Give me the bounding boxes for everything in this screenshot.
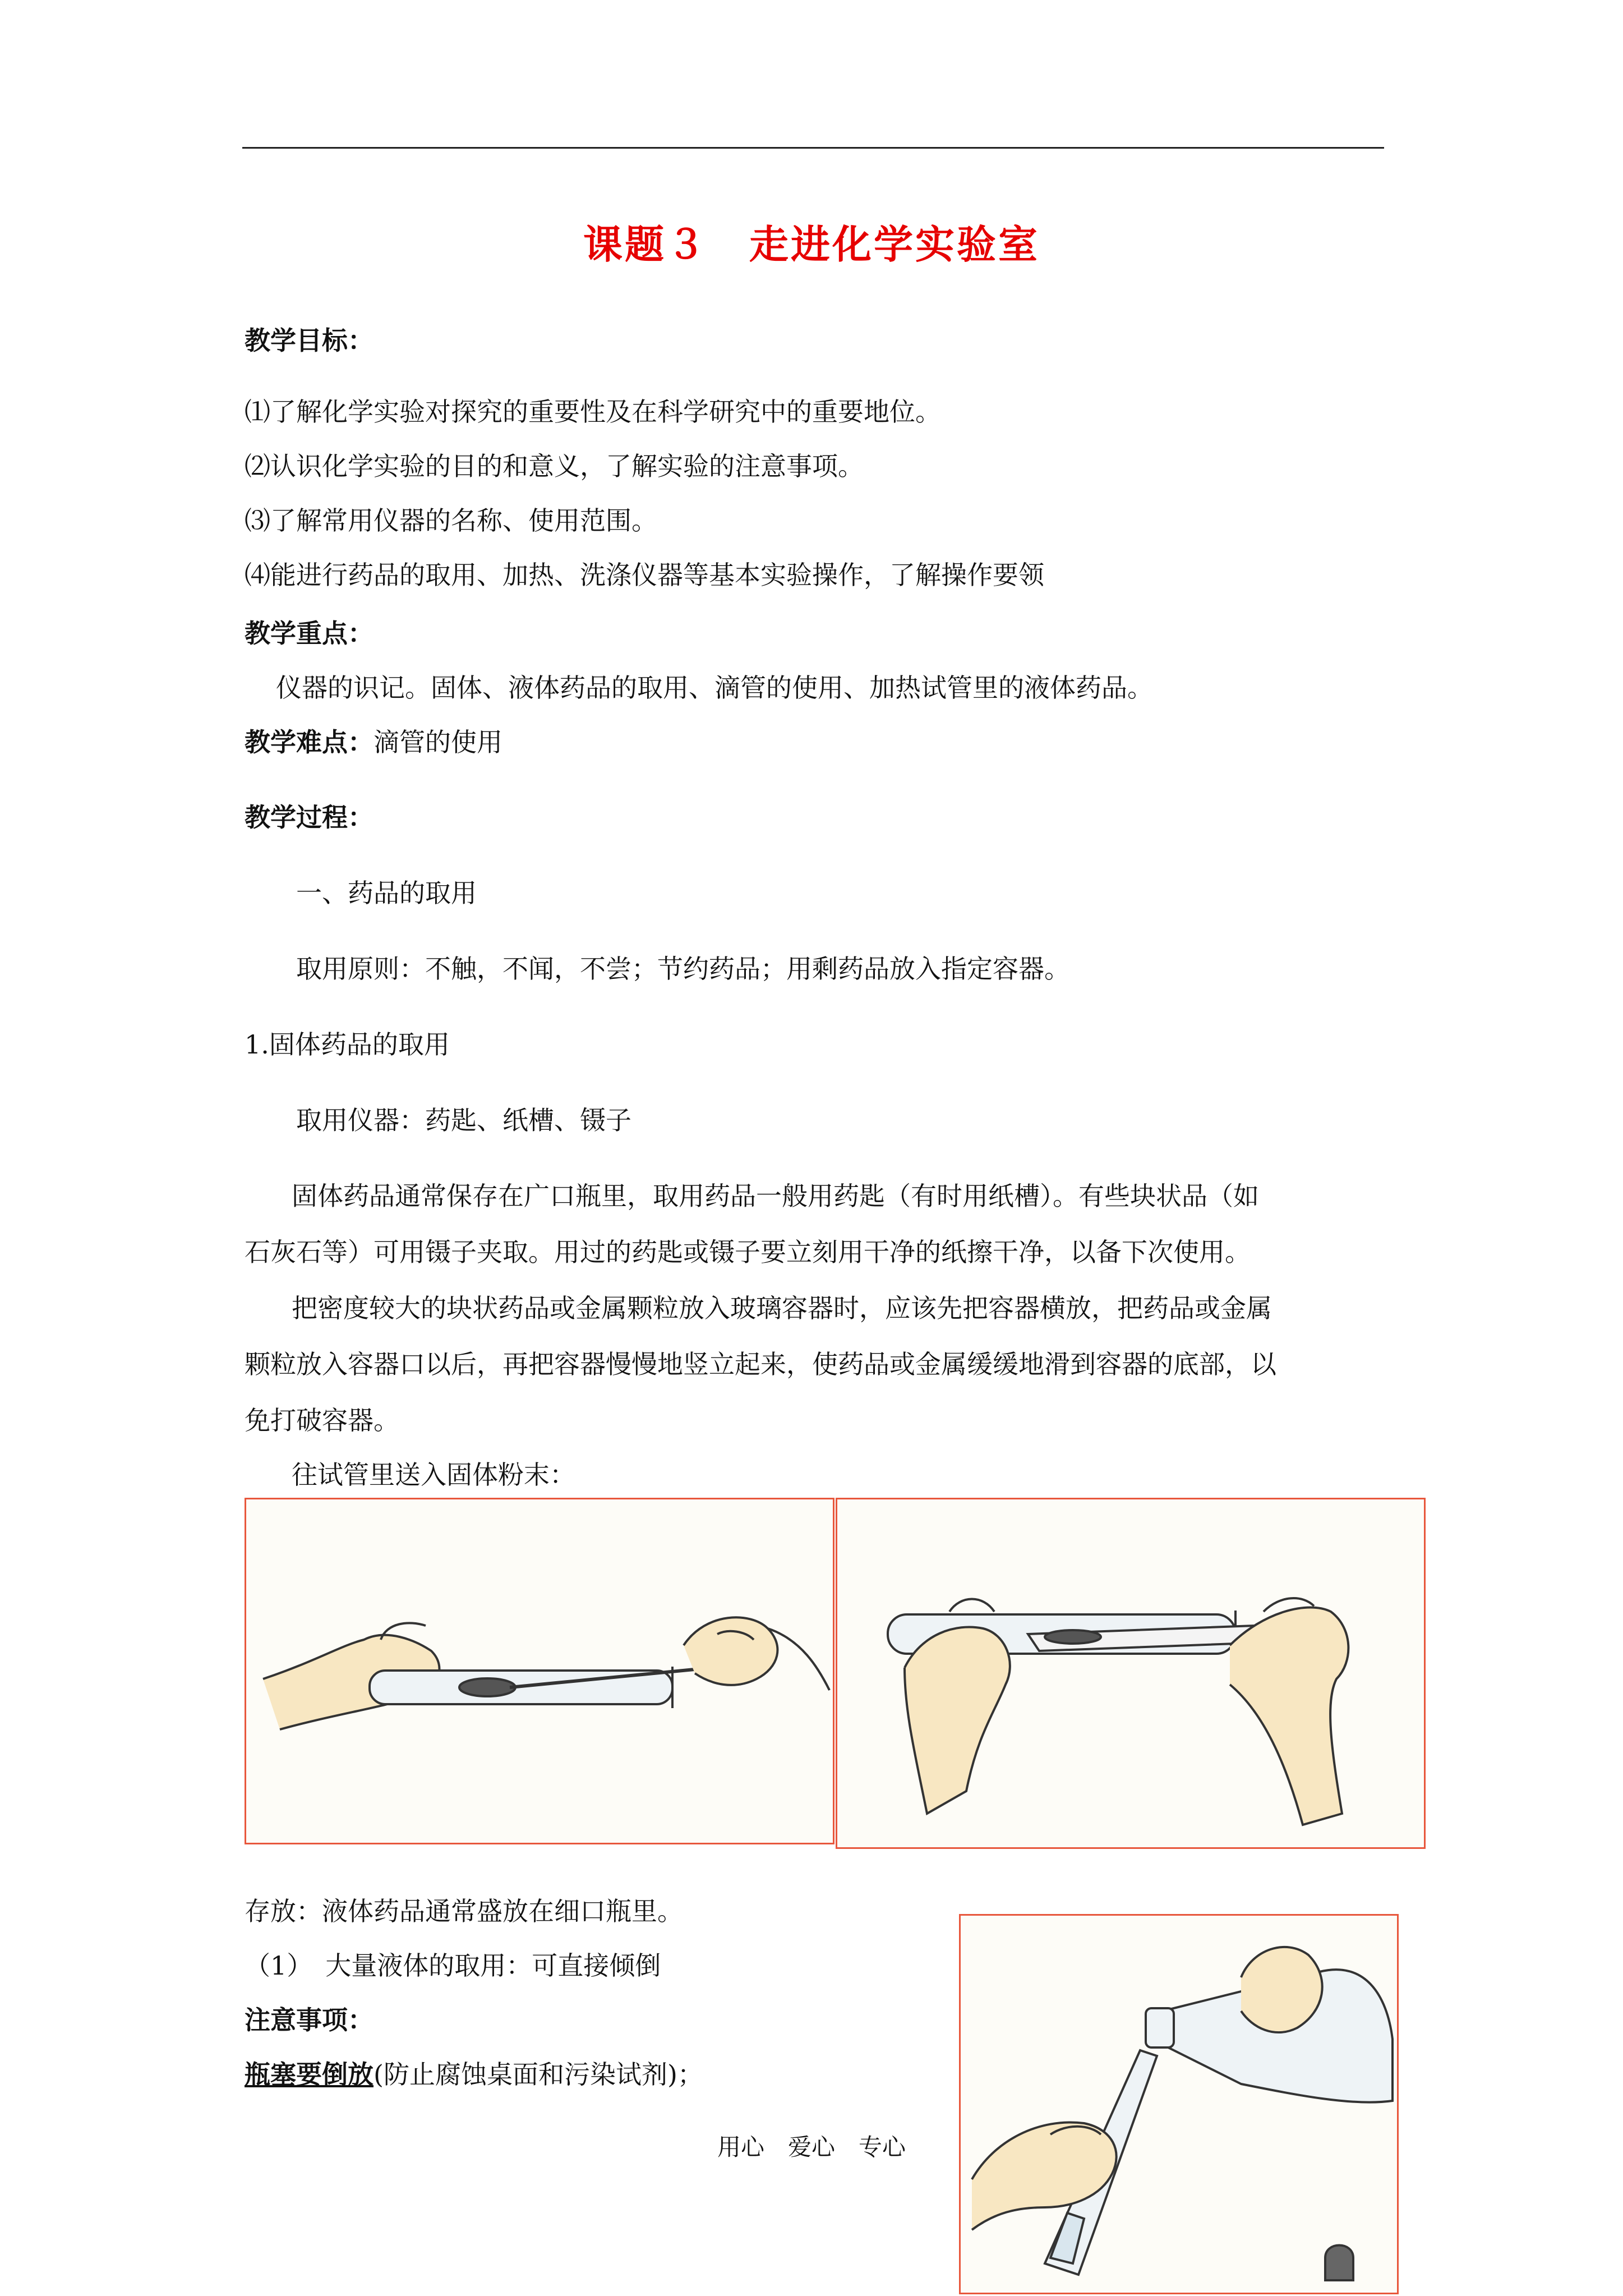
key-points-heading: 教学重点： [245,618,374,648]
dense-para-line-1: 把密度较大的块状药品或金属颗粒放入玻璃容器时，应该先把容器横放，把药品或金属 [292,1293,1272,1323]
header-rule [242,147,1384,149]
figure-spoon-powder [245,1498,834,1844]
footer-motto: 用心 爱心 专心 [717,2133,906,2161]
storage-line: 存放：液体药品通常盛放在细口瓶里。 [245,1896,683,1926]
dense-para-line-2: 颗粒放入容器口以后，再把容器慢慢地竖立起来，使药品或金属缓缓地滑到容器的底部，以 [245,1349,1276,1379]
note-1-detail: (防止腐蚀桌面和污染试剂)； [374,2059,703,2090]
liquid-item-1: （1） 大量液体的取用：可直接倾倒 [245,1950,661,1981]
objectives-heading: 教学目标： [245,325,374,356]
powder-intro: 往试管里送入固体粉末： [292,1460,575,1490]
note-1 [245,2056,703,2092]
figure-trough-powder [836,1498,1426,1849]
handling-principle: 取用原则：不触，不闻，不尝；节约药品；用剩药品放入指定容器。 [296,954,1070,984]
difficulty-heading: 教学难点： [245,727,374,757]
objective-item-1: ⑴了解化学实验对探究的重要性及在科学研究中的重要地位。 [245,397,941,427]
difficulty-line [245,724,502,760]
section-drug-handling: 一、药品的取用 [296,878,477,908]
key-points-text: 仪器的识记。固体、液体药品的取用、滴管的使用、加热试管里的液体药品。 [276,673,1153,703]
objective-item-4: ⑷能进行药品的取用、加热、洗涤仪器等基本实验操作，了解操作要领 [245,560,1044,590]
dense-para-line-3: 免打破容器。 [245,1405,399,1435]
figure-pouring-liquid [959,1914,1399,2294]
page-title: 课题３ 走进化学实验室 [583,221,1040,268]
subsection-solid: 1.固体药品的取用 [245,1029,450,1060]
objective-item-2: ⑵认识化学实验的目的和意义，了解实验的注意事项。 [245,451,864,481]
tools-line: 取用仪器：药匙、纸槽、镊子 [296,1105,631,1135]
note-1-emphasis: 瓶塞要倒放 [245,2059,374,2090]
solid-para-line-2: 石灰石等）可用镊子夹取。用过的药匙或镊子要立刻用干净的纸擦干净，以备下次使用。 [245,1237,1251,1267]
objective-item-3: ⑶了解常用仪器的名称、使用范围。 [245,505,657,536]
process-heading: 教学过程： [245,802,374,832]
difficulty-text: 滴管的使用 [374,727,502,757]
notes-heading: 注意事项： [245,2005,374,2035]
solid-para-line-1: 固体药品通常保存在广口瓶里，取用药品一般用药匙（有时用纸槽）。有些块状品（如 [292,1181,1259,1211]
